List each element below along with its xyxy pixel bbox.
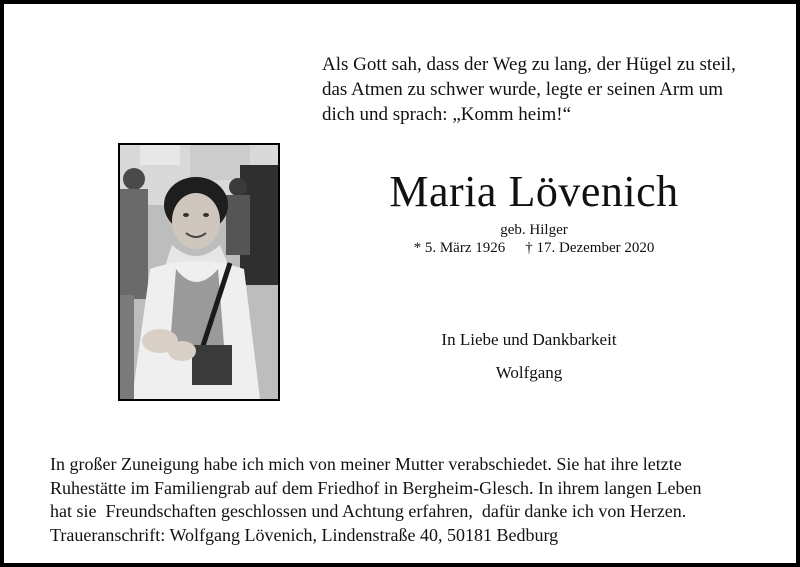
deceased-name: Maria Lövenich [389, 167, 679, 216]
paragraph-line: In großer Zuneigung habe ich mich von meiner Mutter verabschiedet. Sie hat ihre letzte [50, 454, 682, 474]
mourning-address: Traueranschrift: Wolfgang Lövenich, Lindenstraße 40, 50181 Bedburg [50, 524, 559, 545]
dedication-text: In Liebe und Dankbarkeit [441, 330, 617, 349]
quote-line: dich und sprach: „Komm heim!“ [322, 104, 572, 125]
death-date: † 17. Dezember 2020 [525, 240, 655, 256]
birth-date: * 5. März 1926 [413, 240, 506, 256]
maiden-name: geb. Hilger [500, 222, 568, 238]
portrait-illustration [120, 145, 278, 399]
paragraph-line: Ruhestätte im Familiengrab auf dem Friedhof in Bergheim-Glesch. In ihrem langen Leben [50, 477, 702, 498]
life-dates [344, 239, 724, 257]
quote-line: Als Gott sah, dass der Weg zu lang, der Hügel zu steil, [322, 54, 736, 75]
signer-name: Wolfgang [495, 363, 563, 382]
memorial-quote [322, 52, 762, 127]
paragraph-line: hat sie Freundschaften geschlossen und Achtung erfahren, dafür danke ich von Herzen. [50, 501, 687, 521]
portrait-photo [118, 143, 280, 401]
farewell-paragraph [50, 453, 780, 547]
quote-line: das Atmen zu schwer wurde, legte er seinen Arm um [322, 79, 723, 100]
